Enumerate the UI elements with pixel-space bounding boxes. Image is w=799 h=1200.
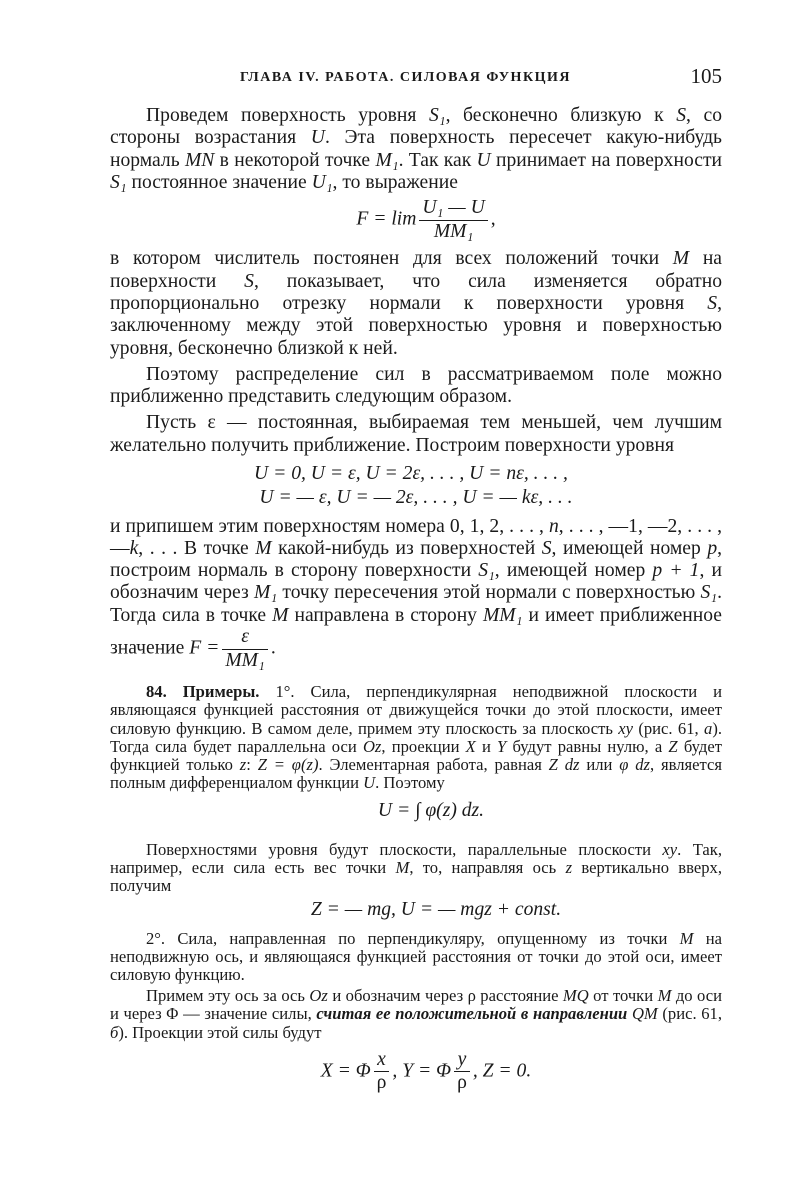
emphasized-text: считая ее положительной в направлении [316,1004,628,1024]
paragraph-epsilon: Пусть ε — постоянная, выбираемая тем меньшей, чем лучшим желательно получить приближение. Построим поверхности уровня [110,412,722,456]
paragraph-level-surface: Проведем поверхность уровня S₁, бесконечно близкую к S, со стороны возрастания U. Эта поверхность пересечет какую-нибудь нормаль MN в некоторой точке M₁. Так как U принимает на поверхности S₁ постоянное значение U₁, то выражение [110,105,722,193]
paragraph-axis-force: 2°. Сила, направленная по перпендикуляру, опущенному из точки M на неподвижную ось, и являющаяся функцией расстояния от точки до этой оси, имеет силовую функцию. [110,928,722,985]
paragraph-projections: Примем эту ось за ось Oz и обозначим через ρ расстояние MQ от точки M до оси и через Φ — значение силы, считая ее положительной в направлении QM (рис. 61, б). Проекции этой силы будут [110,986,722,1042]
formula-levels [110,463,722,510]
page-number: 105 [690,64,722,88]
paragraph-planes: Поверхностями уровня будут плоскости, параллельные плоскости xy. Так, например, если сила есть вес точки M, то, направляя ось z вертикально вверх, получим [110,839,722,896]
section-84-examples: 84. Примеры. 1°. Сила, перпендикулярная неподвижной плоскости и являющаяся функцией расстояния от движущейся точки до этой плоскости, имеет силовую функцию. В самом деле, примем эту плоскость за плоскость xy (рис. 61, а). Тогда сила будет параллельна оси Oz, проекции X и Y будут равны нулю, а Z будет функцией только z: Z = φ(z). Элементарная работа, равная Z dz или φ dz, является полным дифференциалом функции U. Поэтому [110,682,722,793]
page-body [110,105,722,1094]
levels-row-1: U = 0, U = ε, U = 2ε, . . . , U = nε, . . . , [254,462,568,484]
paragraph-distribution: Поэтому распределение сил в рассматриваемом поле можно приближенно представить следующим образом. [110,363,722,408]
paragraph-force-inverse: в котором числитель постоянен для всех положений точки M на поверхности S, показывает, что сила изменяется обратно пропорционально отрезку нормали к поверхности уровня S, заключенному между этой поверхностью уровня и поверхностью уровня, бесконечно близкой к ней. [110,248,722,359]
section-heading: 84. Примеры. [146,682,260,702]
formula-limit: F = lim $\frac{\text{U₁ — U}}{\text{MM₁}}$ , [356,197,496,242]
levels-row-2: U = — ε, U = — 2ε, . . . , U = — kε, . . . [259,487,573,509]
formula-projections: X = Φ $\frac{x}{\rho}$ , Y = Φ $\frac{y}{\rho}$ , Z = 0. [320,1048,532,1094]
paragraph-numbering: и припишем этим поверхностям номера 0, 1, 2, . . . , n, . . . , —1, —2, . . . , —k, . . . В точке M какой-нибудь из поверхностей S, имеющей номер p, построим нормаль в сторону поверхности S₁, имеющей номер p + 1, и обозначим через M₁ точку пересечения этой нормали с поверхностью S₁. Тогда сила в точке M направлена в сторону MM₁ и имеет приближенное значение F = $\frac{\varepsilon}{\text{MM₁}}$ . [110,515,723,671]
formula-weight: Z = — mg, U = — mgz + const. [310,899,562,921]
running-title: ГЛАВА IV. РАБОТА. СИЛОВАЯ ФУНКЦИЯ [240,70,571,85]
formula-integral: U = ∫ φ(z) dz. [377,800,485,822]
page-header [110,64,722,94]
